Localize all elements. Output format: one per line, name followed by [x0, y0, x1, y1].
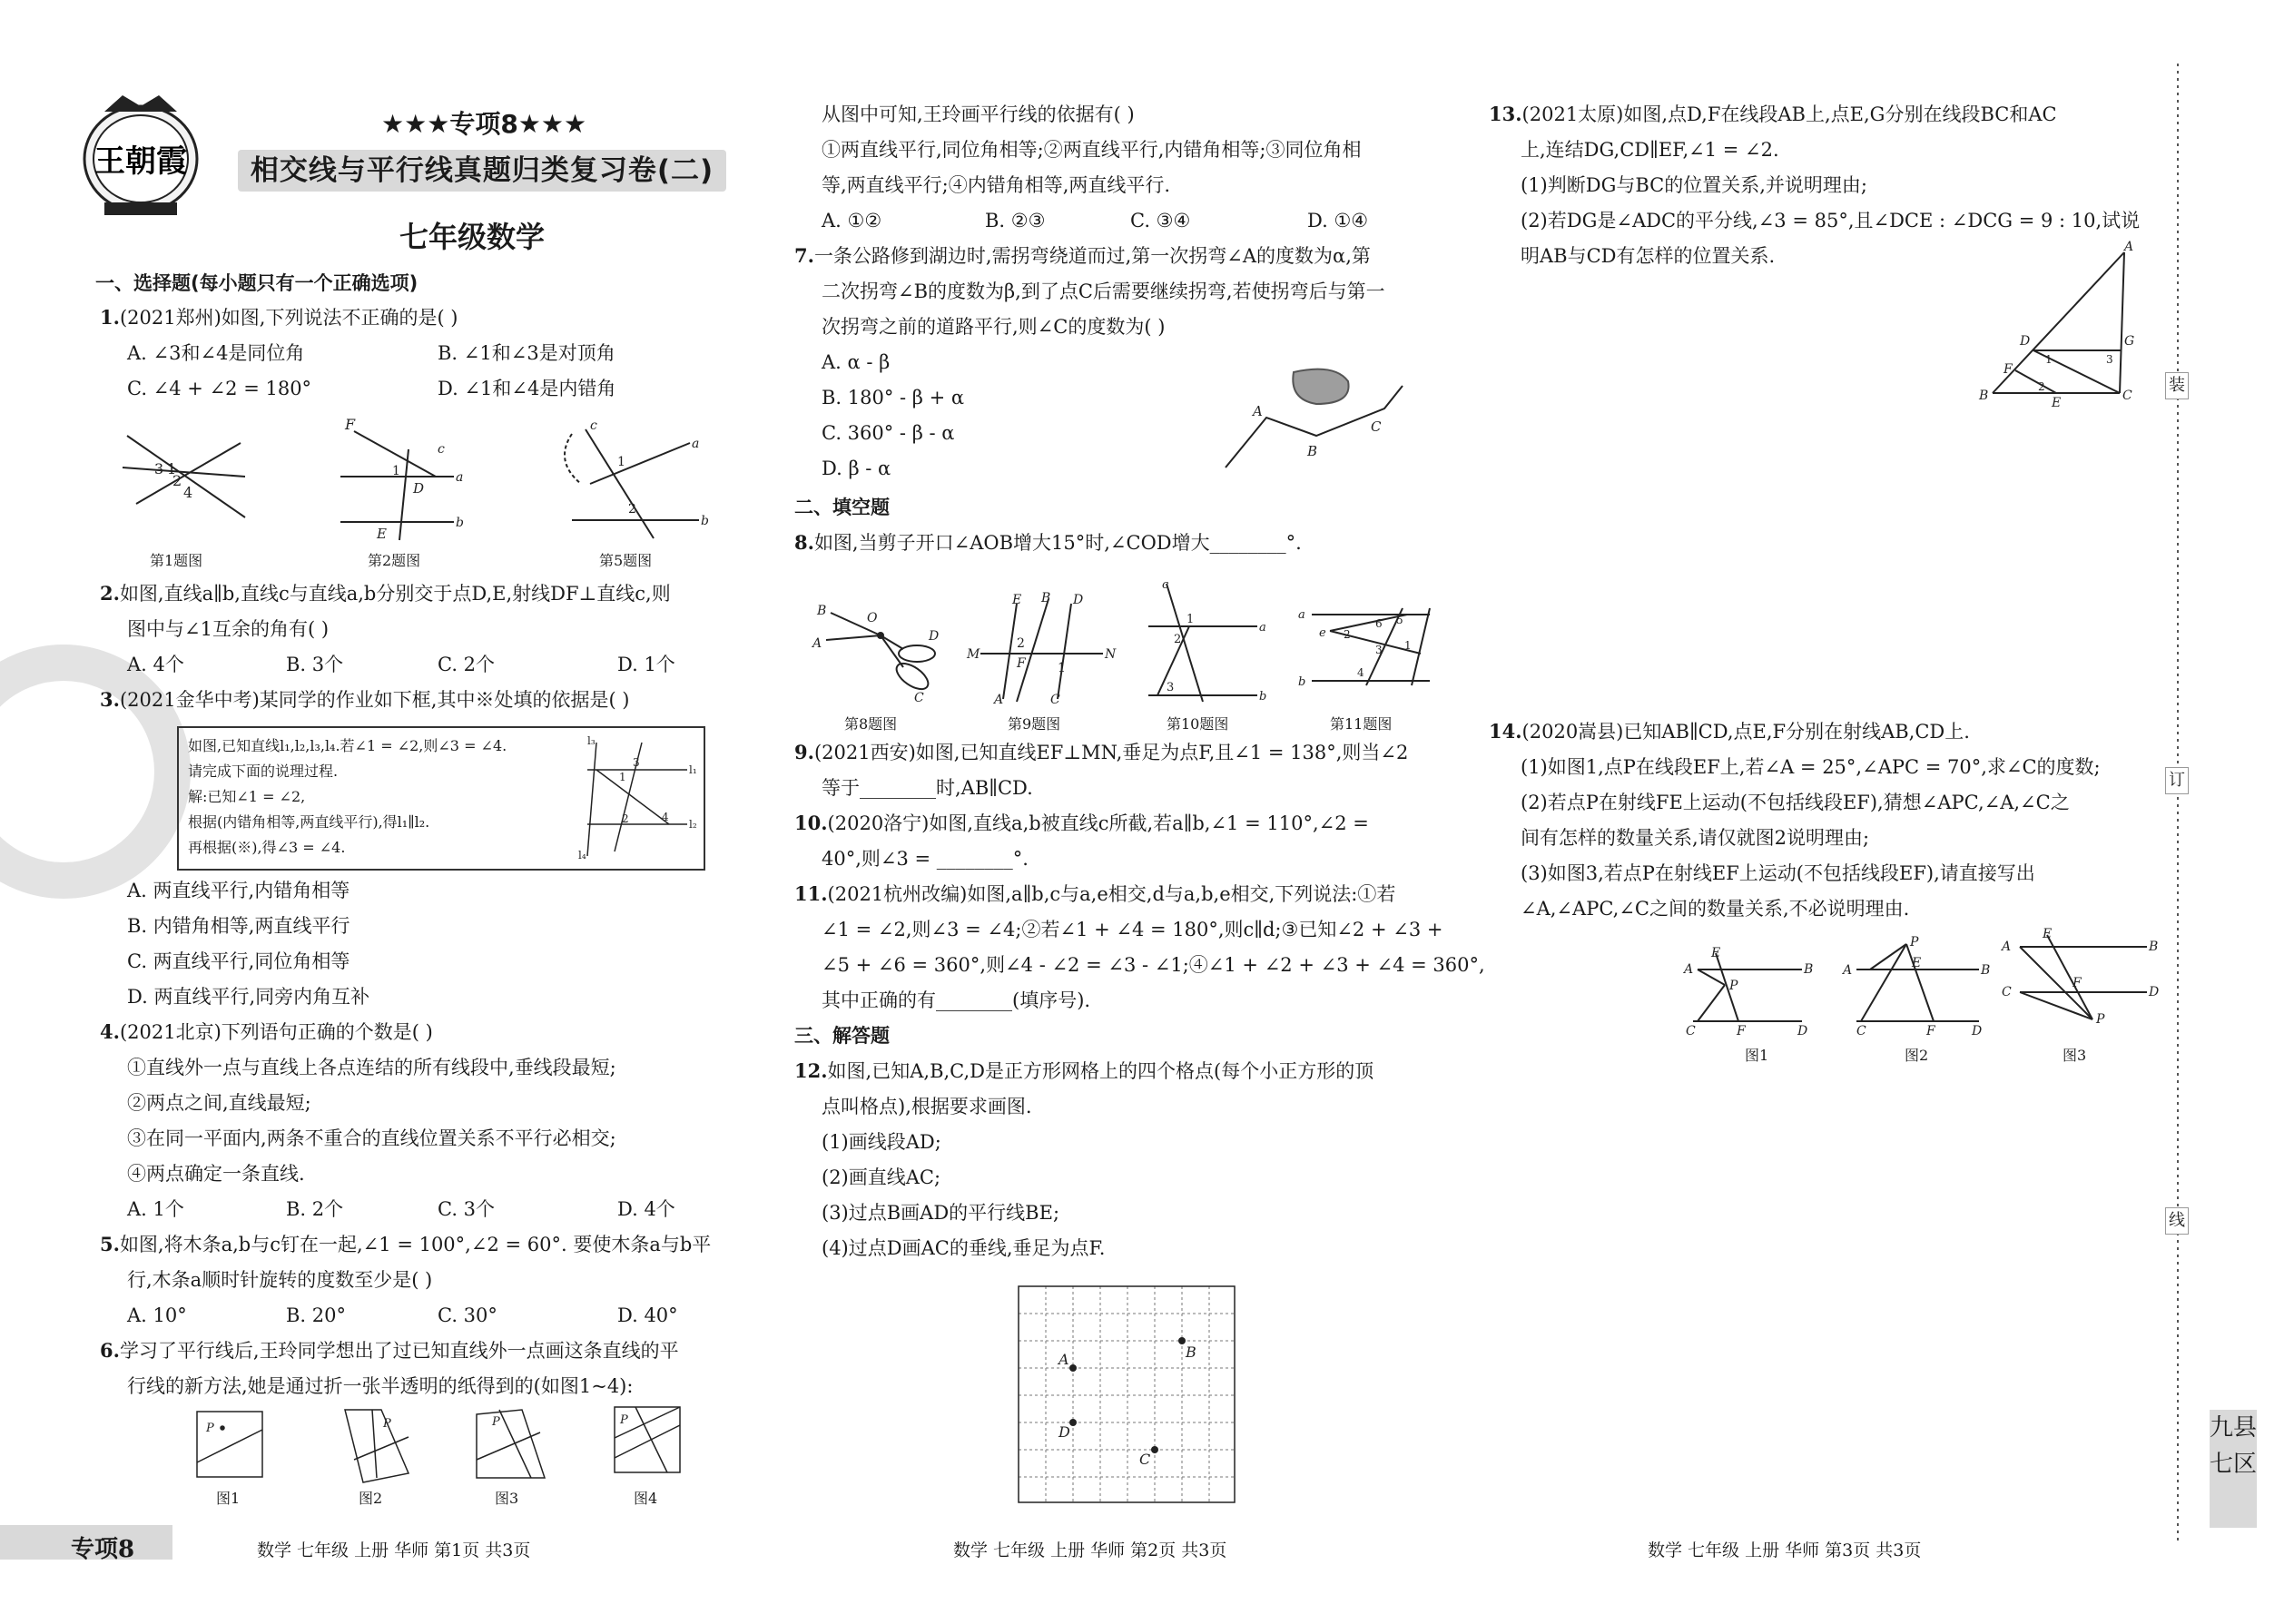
figure-q5 [545, 416, 708, 546]
svg-text:A: A [2124, 240, 2134, 254]
svg-text:F: F [345, 416, 356, 433]
svg-text:A: A [1843, 963, 1853, 978]
q11-line4: 其中正确的有________(填序号). [822, 989, 1091, 1011]
svg-text:b: b [456, 516, 464, 530]
svg-text:3: 3 [633, 756, 640, 769]
caption-fold-2: 图2 [359, 1490, 383, 1507]
svg-text:F: F [1737, 1024, 1746, 1038]
svg-text:C: C [1371, 418, 1382, 435]
q5-option-b: B. 20° [286, 1304, 347, 1326]
svg-text:D: D [1073, 593, 1084, 607]
q14-number: 14. [1489, 720, 1522, 743]
q12-line2: 点叫格点),根据要求画图. [822, 1096, 1032, 1117]
q7-line1: 一条公路修到湖边时,需拐弯绕道而过,第一次拐弯∠A的度数为α,第 [813, 245, 1371, 267]
svg-text:2: 2 [622, 812, 629, 825]
q7-line3: 次拐弯之前的道路平行,则∠C的度数为( ) [822, 316, 1166, 338]
q3-box-line4: 根据(内错角相等,两直线平行),得l₁∥l₂. [188, 813, 430, 831]
q14-line1: (2020嵩县)已知AB∥CD,点E,F分别在射线AB,CD上. [1521, 721, 1970, 743]
svg-text:D: D [929, 629, 940, 644]
q6-option-c: C. ③④ [1130, 210, 1191, 231]
q1-stem: (2021郑州)如图,下列说法不正确的是( ) [119, 307, 458, 329]
q6-option-a: A. ①② [822, 210, 882, 231]
svg-text:E: E [1912, 956, 1922, 970]
svg-text:1: 1 [392, 464, 400, 478]
svg-text:4: 4 [662, 811, 669, 823]
svg-text:3: 3 [154, 460, 164, 477]
q6-line3: 从图中可知,王玲画平行线的依据有( ) [822, 103, 1135, 125]
q5-number: 5. [100, 1233, 120, 1255]
figure-q14-3 [2002, 927, 2160, 1038]
svg-text:A: A [1253, 403, 1263, 419]
q4-statement-2: ②两点之间,直线最短; [127, 1092, 311, 1114]
svg-text:l₁: l₁ [689, 763, 697, 776]
svg-text:C: C [1686, 1024, 1696, 1038]
svg-text:6: 6 [1375, 617, 1383, 630]
figure-q6-3 [472, 1405, 554, 1491]
q13-part-2b: 明AB与CD有怎样的位置关系. [1521, 245, 1776, 267]
q1-option-c: C. ∠4 + ∠2 = 180° [127, 378, 312, 399]
svg-text:l₂: l₂ [689, 818, 697, 831]
margin-mark-zhuang: 装 [2165, 372, 2189, 399]
svg-text:1: 1 [1058, 661, 1066, 675]
svg-text:B: B [1981, 963, 1991, 978]
figure-q6-2 [336, 1405, 418, 1491]
svg-text:B: B [1041, 591, 1051, 605]
q2-number: 2. [100, 582, 120, 605]
q3-box-line5: 再根据(※),得∠3 = ∠4. [188, 839, 346, 856]
brand-logo [68, 86, 231, 226]
svg-text:c: c [590, 418, 597, 433]
footer-tag: 专项8 [71, 1536, 135, 1563]
q6-line1: 学习了平行线后,王玲同学想出了过已知直线外一点画这条直线的平 [119, 1340, 679, 1362]
q14-part-3b: ∠A,∠APC,∠C之间的数量关系,不必说明理由. [1521, 898, 1910, 920]
svg-text:A: A [812, 636, 822, 651]
svg-text:E: E [1711, 946, 1721, 960]
figure-q3 [578, 733, 696, 861]
figure-q8 [812, 604, 940, 707]
q6-line5: 等,两直线平行;④内错角相等,两直线平行. [822, 174, 1171, 196]
q11-line2: ∠1 = ∠2,则∠3 = ∠4;②若∠1 + ∠4 = 180°,则c∥d;③已知∠2 + ∠3 + [822, 919, 1443, 940]
q10-line2: 40°,则∠3 = ________°. [822, 848, 1029, 870]
svg-text:D: D [413, 480, 425, 497]
brand-name: 王朝霞 [94, 143, 187, 180]
svg-text:1: 1 [167, 460, 177, 477]
svg-text:P: P [620, 1413, 628, 1427]
svg-text:D: D [1972, 1024, 1983, 1038]
q7-option-c: C. 360° - β - α [822, 422, 955, 444]
svg-text:2: 2 [1344, 628, 1351, 641]
q4-option-d: D. 4个 [617, 1198, 675, 1220]
q12-line1: 如图,已知A,B,C,D是正方形网格上的四个格点(每个小正方形的顶 [827, 1060, 1374, 1082]
svg-text:E: E [1012, 593, 1022, 607]
footer-page-2: 数学 七年级 上册 华师 第2页 共3页 [953, 1540, 1227, 1560]
svg-text:e: e [1319, 626, 1326, 640]
svg-text:3: 3 [1375, 644, 1383, 656]
svg-text:a: a [456, 470, 464, 485]
caption-fold-4: 图4 [634, 1490, 658, 1507]
q9-line1: (2021西安)如图,已知直线EF⊥MN,垂足为点F,且∠1 = 138°,则当∠2 [813, 742, 1409, 763]
q11-number: 11. [794, 882, 828, 905]
q4-statement-4: ④两点确定一条直线. [127, 1163, 305, 1185]
svg-text:P: P [383, 1417, 391, 1431]
q3-homework-box [177, 726, 705, 871]
svg-text:D: D [2020, 334, 2031, 349]
svg-text:G: G [2124, 334, 2135, 349]
figure-q9 [967, 591, 1117, 712]
svg-text:P: P [2096, 1012, 2105, 1027]
q12-step-1: (1)画线段AD; [822, 1131, 941, 1153]
svg-text:P: P [1910, 935, 1919, 950]
q2-option-a: A. 4个 [127, 654, 184, 675]
q3-option-d: D. 两直线平行,同旁内角互补 [127, 986, 370, 1008]
q8-number: 8. [794, 531, 814, 554]
svg-text:b: b [701, 514, 709, 528]
q13-part-1: (1)判断DG与BC的位置关系,并说明理由; [1521, 174, 1867, 196]
series-tag: ★★★专项8★★★ [381, 109, 587, 139]
section-answer: 三、解答题 [794, 1025, 890, 1047]
svg-text:2: 2 [1174, 633, 1182, 646]
q12-step-2: (2)画直线AC; [822, 1166, 941, 1188]
q11-line3: ∠5 + ∠6 = 360°,则∠4 - ∠2 = ∠3 - ∠1;④∠1 + ∠2 + ∠3 + ∠4 = 360°, [822, 954, 1485, 976]
figure-q11 [1294, 604, 1439, 707]
figure-q12-grid [1017, 1284, 1239, 1515]
q7-number: 7. [794, 244, 814, 267]
caption-fold-3: 图3 [495, 1490, 519, 1507]
caption-fig-10: 第10题图 [1167, 715, 1229, 733]
figure-q6-1 [195, 1410, 268, 1486]
q4-number: 4. [100, 1020, 120, 1043]
caption-fig-9: 第9题图 [1008, 715, 1061, 733]
svg-text:B: B [1979, 389, 1989, 403]
svg-text:a: a [1298, 608, 1305, 622]
q3-option-b: B. 内错角相等,两直线平行 [127, 915, 350, 937]
svg-text:F: F [1926, 1024, 1935, 1038]
q4-option-b: B. 2个 [286, 1198, 344, 1220]
q7-option-b: B. 180° - β + α [822, 387, 965, 408]
caption-q14-fig-3: 图3 [2063, 1047, 2087, 1064]
caption-fig-8: 第8题图 [844, 715, 898, 733]
q1-option-a: A. ∠3和∠4是同位角 [127, 342, 305, 364]
svg-text:P: P [492, 1415, 500, 1429]
caption-fig-2: 第2题图 [368, 552, 421, 569]
svg-text:P: P [206, 1422, 214, 1435]
svg-text:b: b [1298, 675, 1306, 689]
caption-q14-fig-1: 图1 [1745, 1047, 1769, 1064]
svg-text:b: b [1259, 690, 1267, 704]
svg-text:B: B [1186, 1343, 1196, 1361]
svg-text:A: A [994, 693, 1004, 707]
svg-text:l₄: l₄ [578, 849, 586, 861]
svg-text:B: B [817, 604, 827, 618]
svg-text:C: C [914, 691, 924, 705]
svg-text:5: 5 [1396, 614, 1403, 626]
figure-q2 [336, 413, 481, 548]
q6-option-b: B. ②③ [985, 210, 1046, 231]
footer-page-1: 数学 七年级 上册 华师 第1页 共3页 [257, 1540, 531, 1560]
figure-q13 [1974, 240, 2147, 410]
svg-text:c: c [1162, 578, 1169, 592]
svg-text:C: C [1050, 693, 1060, 707]
svg-text:a: a [692, 437, 700, 451]
q14-part-2a: (2)若点P在射线FE上运动(不包括线段EF),猜想∠APC,∠A,∠C之 [1521, 792, 2070, 813]
q6-line2: 行线的新方法,她是通过折一张半透明的纸得到的(如图1~4): [127, 1375, 634, 1397]
section-choice: 一、选择题(每小题只有一个正确选项) [95, 272, 418, 294]
svg-text:3: 3 [1167, 681, 1175, 694]
svg-text:E: E [2043, 927, 2053, 941]
figure-q7 [1216, 354, 1434, 485]
svg-text:1: 1 [1186, 613, 1195, 626]
q2-option-b: B. 3个 [286, 654, 344, 675]
svg-text:a: a [1259, 621, 1266, 635]
figure-q6-4 [613, 1405, 685, 1483]
q10-number: 10. [794, 812, 828, 834]
svg-text:C: C [1139, 1451, 1151, 1468]
caption-fig-5: 第5题图 [599, 552, 653, 569]
q4-statement-1: ①直线外一点与直线上各点连结的所有线段中,垂线段最短; [127, 1057, 616, 1078]
svg-text:D: D [2149, 985, 2160, 999]
q13-line1: (2021太原)如图,点D,F在线段AB上,点E,G分别在线段BC和AC [1521, 103, 2057, 125]
svg-text:D: D [1797, 1024, 1808, 1038]
q3-box-line1: 如图,已知直线l₁,l₂,l₃,l₄.若∠1 = ∠2,则∠3 = ∠4. [188, 737, 507, 754]
svg-text:F: F [2072, 976, 2082, 990]
q10-line1: (2020洛宁)如图,直线a,b被直线c所截,若a∥b,∠1 = 110°,∠2 = [827, 812, 1369, 834]
q5-line1: 如图,将木条a,b与c钉在一起,∠1 = 100°,∠2 = 60°. 要使木条a与b平 [119, 1234, 712, 1255]
q4-option-c: C. 3个 [438, 1198, 496, 1220]
q14-part-3a: (3)如图3,若点P在射线EF上运动(不包括线段EF),请直接写出 [1521, 862, 2035, 884]
q3-stem: (2021金华中考)某同学的作业如下框,其中※处填的依据是( ) [119, 689, 630, 711]
footer-page-3: 数学 七年级 上册 华师 第3页 共3页 [1648, 1540, 1922, 1560]
q7-option-d: D. β - α [822, 458, 891, 479]
svg-text:4: 4 [183, 484, 193, 501]
svg-text:4: 4 [1357, 666, 1364, 679]
q7-option-a: A. α - β [822, 351, 891, 373]
q12-step-4: (4)过点D画AC的垂线,垂足为点F. [822, 1237, 1106, 1259]
q3-box-line2: 请完成下面的说理过程. [188, 763, 339, 780]
svg-text:c: c [438, 442, 445, 457]
svg-text:2: 2 [2038, 380, 2045, 393]
caption-q14-fig-2: 图2 [1905, 1047, 1929, 1064]
svg-text:B: B [1307, 443, 1318, 459]
q2-line2: 图中与∠1互余的角有( ) [127, 618, 330, 640]
figure-q1 [118, 427, 254, 530]
subject-title: 七年级数学 [399, 220, 546, 254]
q13-part-2a: (2)若DG是∠ADC的平分线,∠3 = 85°,且∠DCE : ∠DCG = 9 : 10,试说 [1521, 210, 2141, 231]
q13-number: 13. [1489, 103, 1522, 125]
q1-number: 1. [100, 306, 120, 329]
page-title: 相交线与平行线真题归类复习卷(二) [238, 150, 726, 192]
q6-option-d: D. ①④ [1307, 210, 1369, 231]
q1-option-d: D. ∠1和∠4是内错角 [438, 378, 616, 399]
svg-text:O: O [867, 611, 878, 625]
q3-option-c: C. 两直线平行,同位角相等 [127, 950, 350, 972]
q4-option-a: A. 1个 [127, 1198, 184, 1220]
svg-text:B: B [1804, 962, 1814, 977]
margin-mark-xian: 线 [2165, 1207, 2189, 1235]
binding-line [2175, 64, 2181, 1547]
caption-fold-1: 图1 [216, 1490, 241, 1507]
figure-q10 [1139, 579, 1275, 710]
q3-option-a: A. 两直线平行,内错角相等 [127, 880, 350, 901]
svg-text:D: D [1058, 1423, 1070, 1441]
q2-line1: 如图,直线a∥b,直线c与直线a,b分别交于点D,E,射线DF⊥直线c,则 [119, 583, 671, 605]
q9-line2: 等于________时,AB∥CD. [822, 777, 1033, 799]
svg-text:3: 3 [2106, 353, 2113, 366]
q1-option-b: B. ∠1和∠3是对顶角 [438, 342, 615, 364]
svg-text:P: P [1729, 979, 1738, 993]
svg-text:C: C [2122, 389, 2132, 403]
figure-q14-1 [1684, 944, 1820, 1038]
svg-text:F: F [1017, 656, 1026, 671]
svg-text:E: E [2052, 396, 2062, 410]
q12-step-3: (3)过点B画AD的平行线BE; [822, 1202, 1060, 1224]
q5-line2: 行,木条a顺时针旋转的度数至少是( ) [127, 1269, 433, 1291]
q5-option-c: C. 30° [438, 1304, 497, 1326]
svg-text:1: 1 [619, 771, 626, 783]
svg-text:C: C [1856, 1024, 1866, 1038]
q6-line4: ①两直线平行,同位角相等;②两直线平行,内错角相等;③同位角相 [822, 139, 1362, 161]
svg-text:2: 2 [628, 502, 636, 517]
q14-part-1: (1)如图1,点P在线段EF上,若∠A = 25°,∠APC = 70°,求∠C的度数; [1521, 756, 2101, 778]
svg-text:1: 1 [617, 455, 625, 469]
q8-text: 如图,当剪子开口∠AOB增大15°时,∠COD增大________°. [813, 532, 1302, 554]
caption-fig-11: 第11题图 [1330, 715, 1393, 733]
q11-line1: (2021杭州改编)如图,a∥b,c与a,e相交,d与a,b,e相交,下列说法:①若 [827, 883, 1396, 905]
q5-option-d: D. 40° [617, 1304, 678, 1326]
svg-text:C: C [2002, 985, 2012, 999]
q2-option-d: D. 1个 [617, 654, 675, 675]
svg-text:B: B [2149, 940, 2159, 954]
q2-option-c: C. 2个 [438, 654, 496, 675]
svg-text:A: A [1058, 1351, 1069, 1368]
q4-stem: (2021北京)下列语句正确的个数是( ) [119, 1021, 433, 1043]
figure-q14-2 [1843, 935, 1991, 1038]
q6-number: 6. [100, 1339, 120, 1362]
region-label: 九县七区 [2210, 1410, 2257, 1528]
svg-text:A: A [1684, 962, 1694, 977]
svg-text:E: E [377, 526, 387, 542]
q9-number: 9. [794, 741, 814, 763]
section-fill: 二、填空题 [794, 497, 890, 518]
svg-text:2: 2 [172, 472, 182, 489]
svg-text:A: A [2002, 940, 2012, 954]
svg-text:1: 1 [2045, 353, 2053, 366]
svg-text:l₃: l₃ [587, 734, 596, 747]
q5-option-a: A. 10° [127, 1304, 187, 1326]
svg-text:2: 2 [1017, 636, 1025, 651]
margin-mark-ding: 订 [2165, 767, 2189, 794]
q12-number: 12. [794, 1059, 828, 1082]
svg-text:N: N [1105, 647, 1117, 662]
q4-statement-3: ③在同一平面内,两条不重合的直线位置关系不平行必相交; [127, 1127, 616, 1149]
caption-fig-1: 第1题图 [150, 552, 203, 569]
q7-line2: 二次拐弯∠B的度数为β,到了点C后需要继续拐弯,若使拐弯后与第一 [822, 281, 1385, 302]
svg-text:F: F [2004, 362, 2013, 377]
svg-text:M: M [967, 647, 980, 662]
svg-text:1: 1 [1404, 639, 1412, 652]
q3-box-line3: 解:已知∠1 = ∠2, [188, 788, 306, 805]
q3-number: 3. [100, 688, 120, 711]
q14-part-2b: 间有怎样的数量关系,请仅就图2说明理由; [1521, 827, 1870, 849]
q13-line2: 上,连结DG,CD∥EF,∠1 = ∠2. [1521, 139, 1779, 161]
